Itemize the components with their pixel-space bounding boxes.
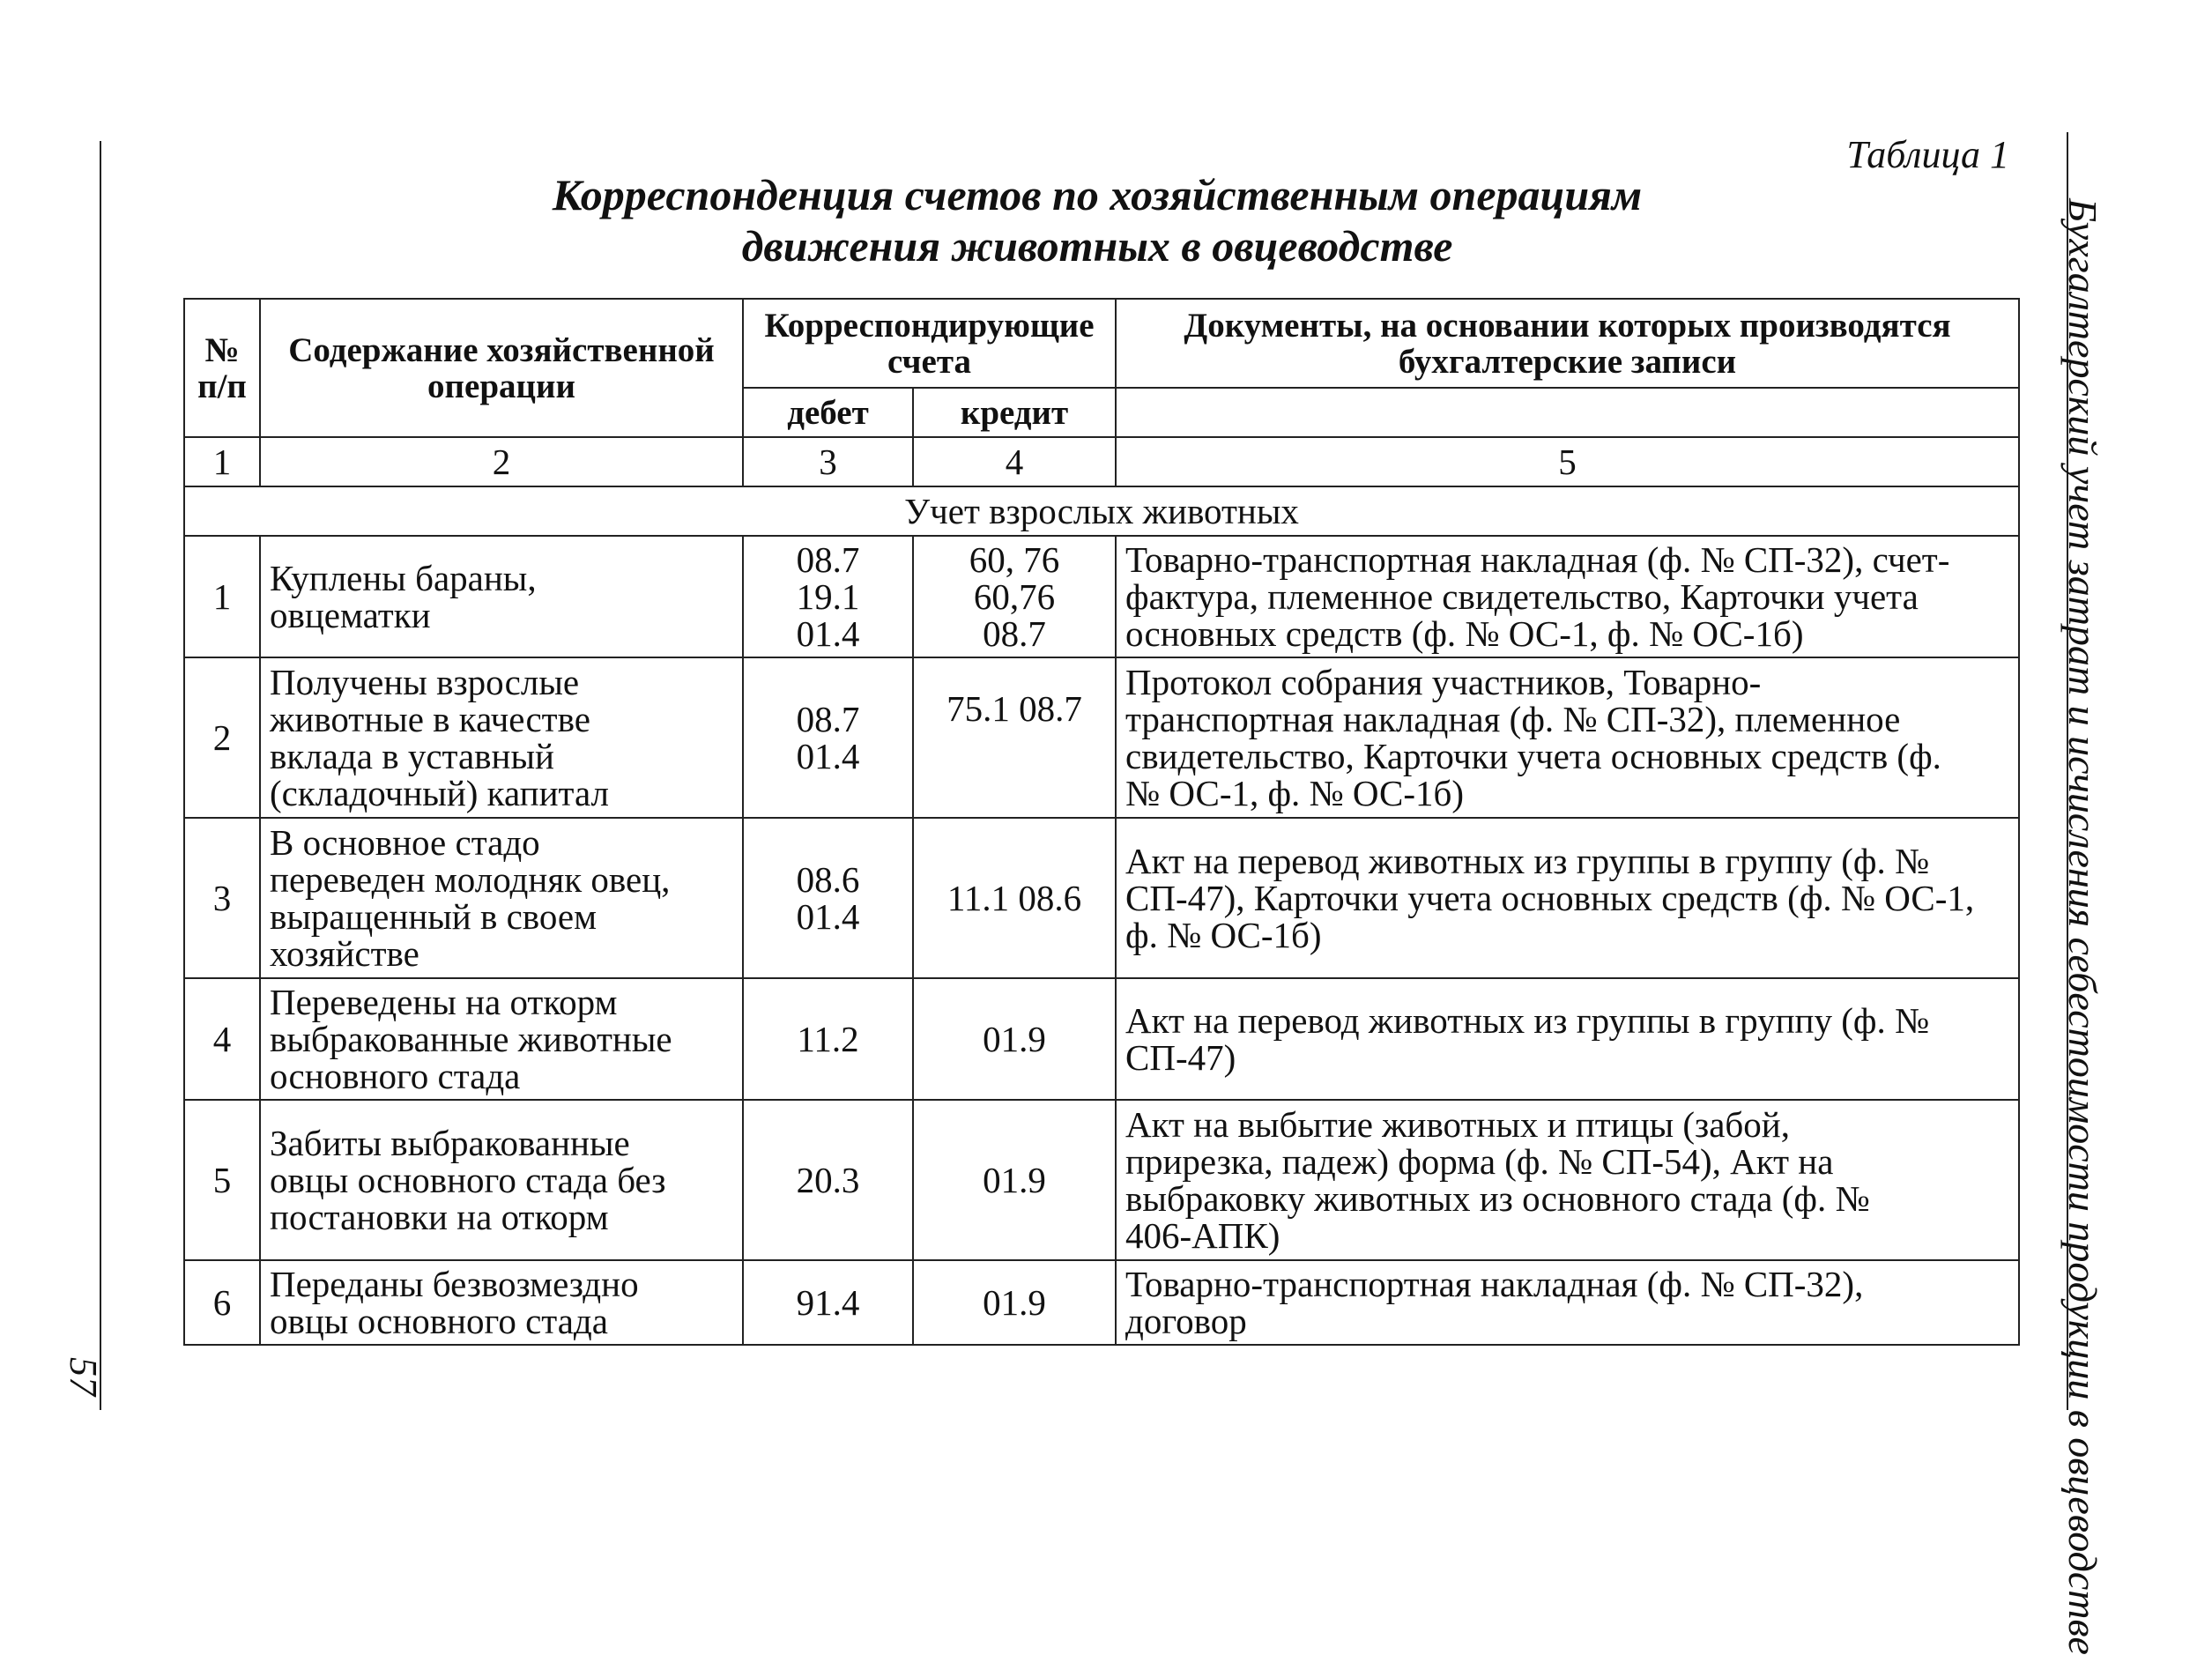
operation-content: Переданы безвозмездно овцы основного стада [260,1260,743,1345]
debit-accounts: 08.6 01.4 [743,818,913,978]
documents: Товарно-транспортная накладная (ф. № СП-32), счет- фактура, племенное свидетельство, Карточки учета основных средств (ф. № ОС-1, ф. № ОС-1б) [1116,536,2019,657]
row-number: 3 [184,818,260,978]
document-title [185,169,2009,271]
debit-accounts: 20.3 [743,1100,913,1260]
debit-accounts: 91.4 [743,1260,913,1345]
table-row [184,978,2019,1100]
row-number: 1 [184,536,260,657]
col-number: 2 [260,437,743,486]
credit-accounts: 01.9 [913,1100,1116,1260]
operation-content: Забиты выбракованные овцы основного стада без постановки на откорм [260,1100,743,1260]
documents: Акт на выбытие животных и птицы (забой, прирезка, падеж) форма (ф. № СП-54), Акт на выбраковку животных из основного стада (ф. № 406-АПК) [1116,1100,2019,1260]
table-row [184,818,2019,978]
row-number: 5 [184,1100,260,1260]
table-row [184,536,2019,657]
row-number: 4 [184,978,260,1100]
credit-accounts: 01.9 [913,1260,1116,1345]
col-number: 1 [184,437,260,486]
operation-content: Переведены на откорм выбракованные животные основного стада [260,978,743,1100]
col-number: 5 [1116,437,2019,486]
table-row [184,657,2019,818]
header-accounts: Корреспондирующие счета [743,299,1116,388]
operation-content: Куплены бараны, овцематки [260,536,743,657]
title-line: Корреспонденция счетов по хозяйственным операциям [552,170,1643,219]
header-number: № п/п [184,299,260,437]
credit-accounts: 60, 76 60,76 08.7 [913,536,1116,657]
header-documents-blank [1116,388,2019,437]
title-line: движения животных в овцеводстве [741,221,1453,271]
header-row [184,299,2019,388]
accounts-correspondence-table [183,298,2020,1346]
header-debit: дебет [743,388,913,437]
table-label: Таблица 1 [1846,133,2009,176]
section-title: Учет взрослых животных [184,486,2019,536]
debit-accounts: 08.7 01.4 [743,657,913,818]
left-margin-rule [100,141,101,1410]
running-head: Бухгалтерский учет затрат и исчисления себестоимости продукции в овцеводстве [2060,198,2105,1655]
documents: Протокол собрания участников, Товарно- транспортная накладная (ф. № СП-32), племенное свидетельство, Карточки учета основных средств (ф. № ОС-1, ф. № ОС-1б) [1116,657,2019,818]
credit-accounts: 01.9 [913,978,1116,1100]
header-content: Содержание хозяйственной операции [260,299,743,437]
operation-content: В основное стадо переведен молодняк овец, выращенный в своем хозяйстве [260,818,743,978]
documents: Акт на перевод животных из группы в группу (ф. № СП-47) [1116,978,2019,1100]
documents: Акт на перевод животных из группы в группу (ф. № СП-47), Карточки учета основных средств (ф. № ОС-1, ф. № ОС-1б) [1116,818,2019,978]
page-number: 57 [62,1357,105,1396]
row-number: 2 [184,657,260,818]
section-row [184,486,2019,536]
credit-accounts: 75.1 08.7 [913,657,1116,818]
operation-content: Получены взрослые животные в качестве вклада в уставный (складочный) капитал [260,657,743,818]
column-number-row [184,437,2019,486]
row-number: 6 [184,1260,260,1345]
debit-accounts: 11.2 [743,978,913,1100]
header-documents: Документы, на основании которых производятся бухгалтерские записи [1116,299,2019,388]
documents: Товарно-транспортная накладная (ф. № СП-32), договор [1116,1260,2019,1345]
col-number: 3 [743,437,913,486]
table-row [184,1260,2019,1345]
credit-accounts: 11.1 08.6 [913,818,1116,978]
col-number: 4 [913,437,1116,486]
table-row [184,1100,2019,1260]
header-credit: кредит [913,388,1116,437]
debit-accounts: 08.7 19.1 01.4 [743,536,913,657]
